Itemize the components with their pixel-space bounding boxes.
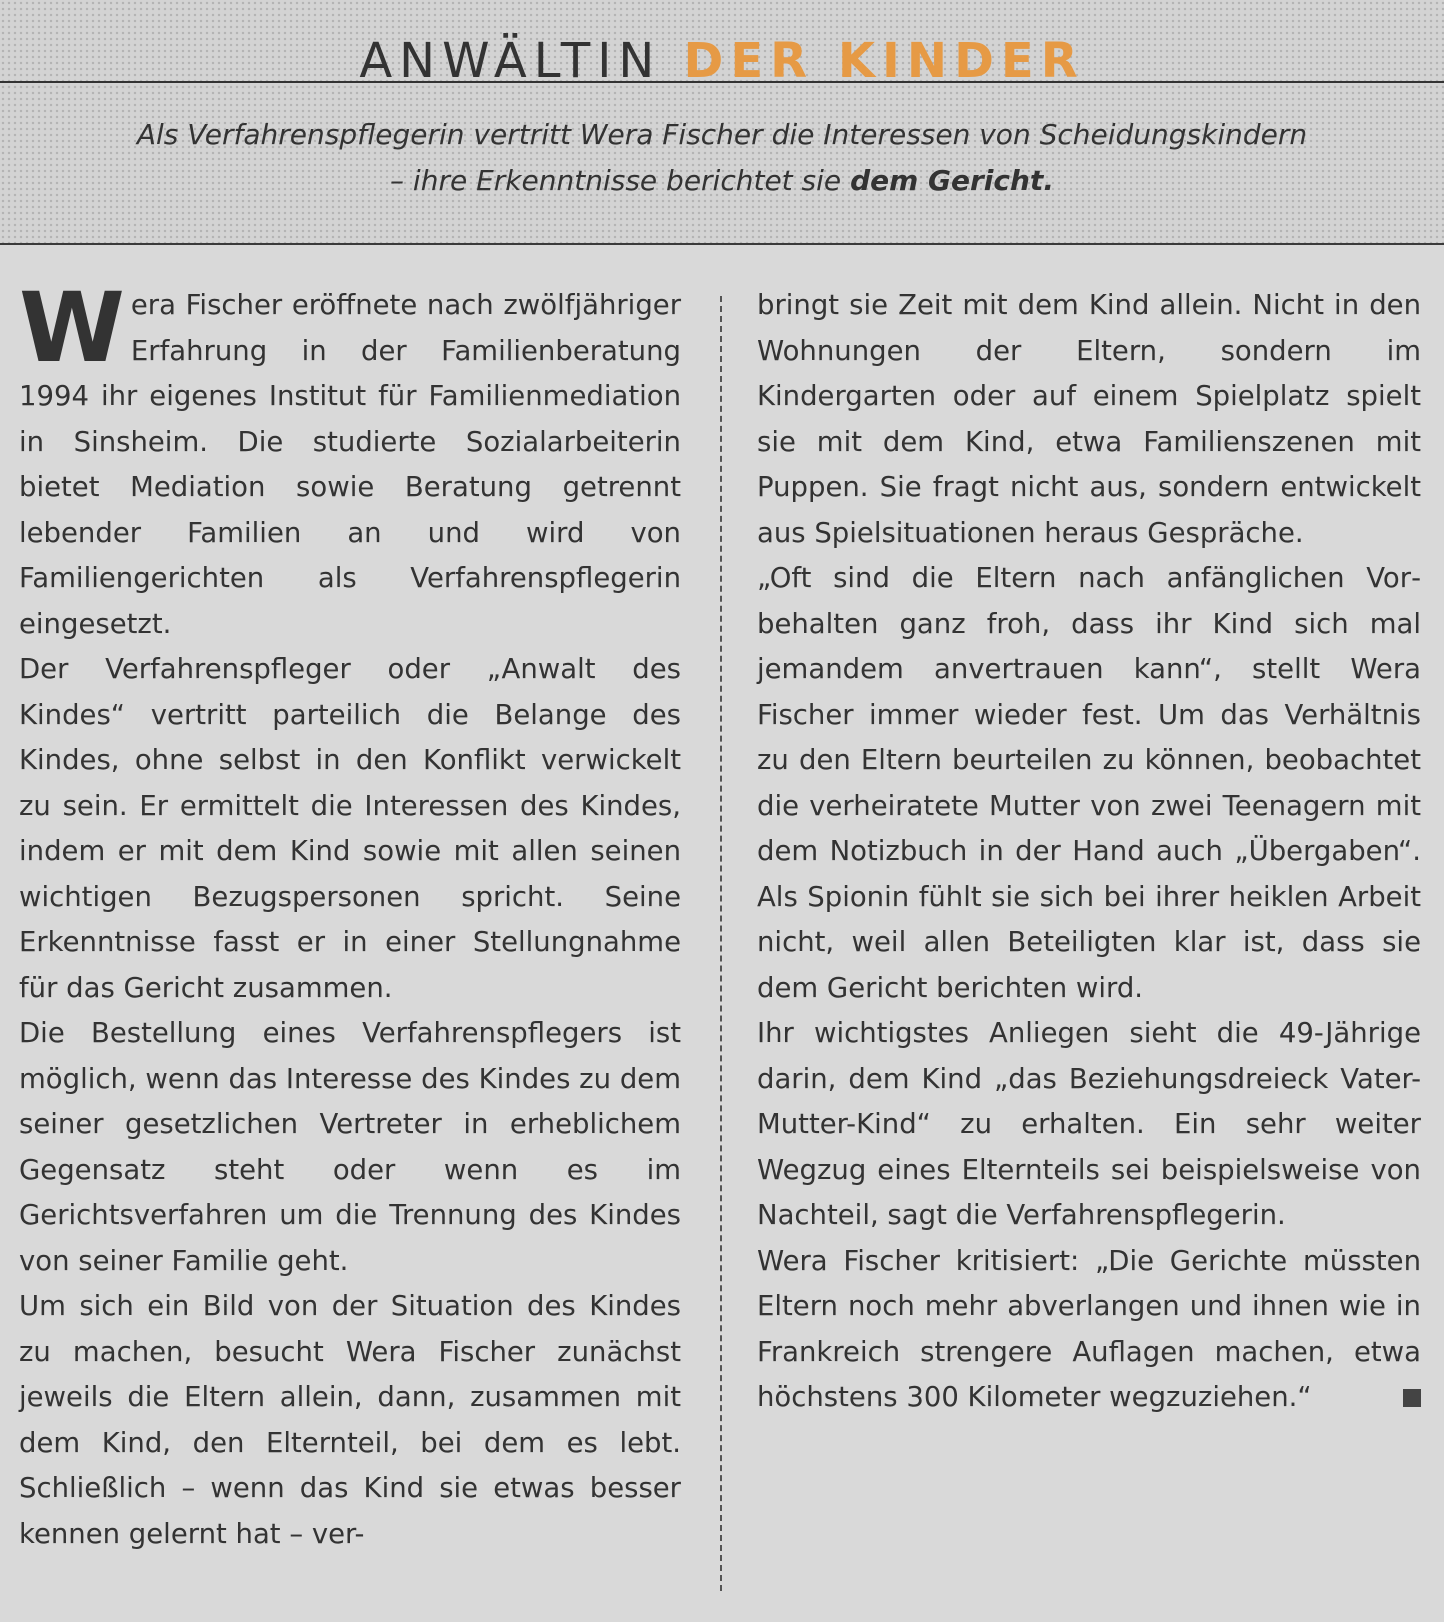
- paragraph-7: Ihr wichtigstes Anliegen sieht die 49-Jährige darin, dem Kind „das Beziehungsdreieck Vater-Mutter-Kind“ zu erhalten. Ein sehr weiter Wegzug eines Elternteils sei beispielsweise von Nachteil, sagt die Verfahrenspflegerin.: [757, 1017, 1421, 1231]
- paragraph-5: bringt sie Zeit mit dem Kind allein. Nicht in den Wohnungen der Eltern, sondern im Kindergarten oder auf einem Spielplatz spielt sie mit dem Kind, etwa Familienszenen mit Puppen. Sie fragt nicht aus, sondern entwickelt aus Spielsituationen heraus Gespräche.: [757, 289, 1421, 549]
- paragraph-4: Um sich ein Bild von der Situation des Kindes zu machen, besucht Wera Fischer zunächst jeweils die Eltern allein, dann, zusammen mit dem Kind, den Elternteil, bei dem es lebt. Schließlich – wenn das Kind sie etwas besser kennen gelernt hat – ver-: [19, 1290, 681, 1550]
- subtitle-line-2: – ihre Erkenntnisse berichtet sie: [390, 164, 842, 197]
- paragraph-3: Die Bestellung eines Verfahrenspflegers ist möglich, wenn das Interesse des Kindes zu dem seiner gesetzlichen Vertreter in erheblichem Gegensatz steht oder wenn es im Gerichtsverfahren um die Trennung des Kindes von seiner Familie geht.: [19, 1017, 681, 1277]
- paragraph-6: „Oft sind die Eltern nach anfänglichen Vorbehalten ganz froh, dass ihr Kind sich mal jemandem anvertrauen kann“, stellt Wera Fischer immer wieder fest. Um das Verhältnis zu den Eltern beurteilen zu können, beobachtet die verheiratete Mutter von zwei Teenagern mit dem Notizbuch in der Hand auch „Übergaben“. Als Spionin fühlt sie sich bei ihrer heiklen Arbeit nicht, weil allen Beteiligten klar ist, dass sie dem Gericht berichten wird.: [757, 562, 1421, 1004]
- title-part-2: DER KINDER: [683, 33, 1085, 89]
- article-subtitle: [40, 112, 1404, 204]
- subtitle-line-1: Als Verfahrenspflegerin vertritt Wera Fischer die Interessen von Scheidungskindern: [136, 118, 1308, 151]
- end-mark-icon: [1403, 1389, 1421, 1407]
- paragraph-1: [19, 272, 681, 647]
- column-divider: [720, 296, 722, 1591]
- title-rule: [0, 81, 1444, 83]
- article-column-left: [19, 272, 681, 1557]
- article-title: [0, 34, 1444, 88]
- paragraph-1-text: era Fischer eröffnete nach zwölfjähriger Erfahrung in der Familienberatung 1994 ihr eigenes Institut für Familienmediation in Sinsheim. Die studierte Sozialarbeiterin bietet Mediation sowie Beratung getrennt lebender Familien an und wird von Familiengerichten als Verfahrenspflegerin eingesetzt.: [19, 289, 681, 640]
- subtitle-line-2-bold: dem Gericht.: [850, 164, 1054, 197]
- paragraph-2: Der Verfahrenspfleger oder „Anwalt des Kindes“ vertritt parteilich die Belange des Kindes, ohne selbst in den Konflikt verwickelt zu sein. Er ermittelt die Interessen des Kindes, indem er mit dem Kind sowie mit allen seinen wichtigen Bezugspersonen spricht. Seine Erkenntnisse fasst er in einer Stellungnahme für das Gericht zusammen.: [19, 653, 681, 1004]
- title-part-1: ANWÄLTIN: [359, 33, 662, 89]
- paragraph-8-text: Wera Fischer kritisiert: „Die Gerichte müssten Eltern noch mehr abverlangen und ihnen wie in Frankreich strengere Auflagen machen, etwa höchstens 300 Kilometer wegzuziehen.“: [757, 1244, 1421, 1413]
- article-column-right: [757, 283, 1421, 1421]
- article-header: [0, 0, 1444, 245]
- paragraph-8: [757, 1239, 1421, 1421]
- drop-cap: W: [19, 272, 125, 384]
